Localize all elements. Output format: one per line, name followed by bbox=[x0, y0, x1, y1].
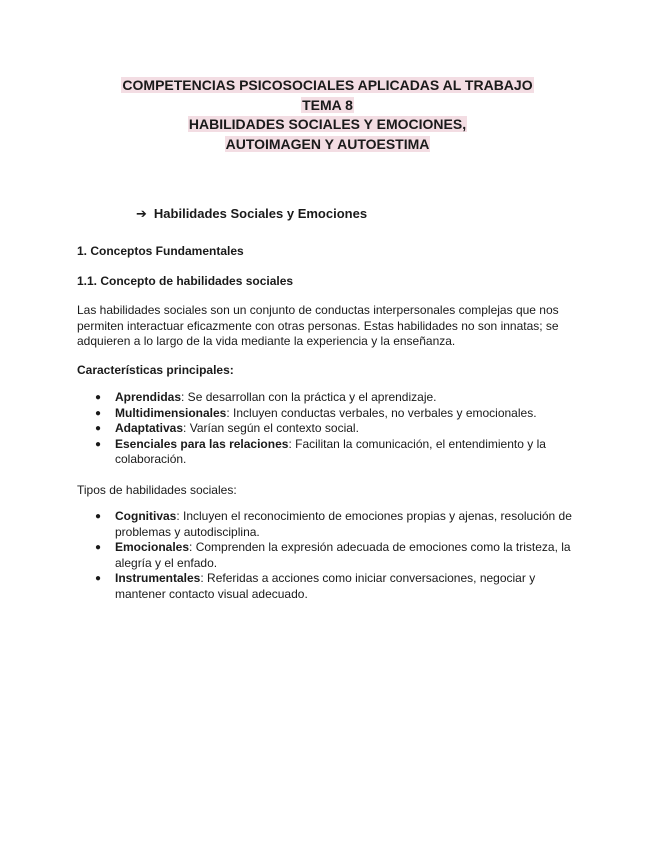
caracteristicas-list bbox=[77, 390, 577, 468]
tipos-list bbox=[77, 509, 577, 603]
document-title bbox=[0, 76, 655, 154]
heading-conceptos-fundamentales: 1. Conceptos Fundamentales bbox=[77, 244, 244, 258]
bullet-icon: ● bbox=[95, 438, 102, 450]
bullet-icon: ● bbox=[95, 392, 102, 403]
heading-concepto-habilidades: 1.1. Concepto de habilidades sociales bbox=[77, 274, 294, 288]
caracteristicas-label: Características principales: bbox=[77, 363, 234, 377]
list-item: ● Emocionales: Comprenden la expresión adecuada de emociones como la tristeza, la alegría y el enfado. bbox=[95, 540, 571, 570]
title-line-1: COMPETENCIAS PSICOSOCIALES APLICADAS AL TRABAJO bbox=[122, 77, 533, 93]
bullet-icon: ● bbox=[95, 542, 102, 554]
list-item: ● Aprendidas: Se desarrollan con la práctica y el aprendizaje. bbox=[95, 390, 437, 404]
list-item: ● Esenciales para las relaciones: Facilitan la comunicación, el entendimiento y la colaboración. bbox=[95, 436, 546, 467]
tipos-label: Tipos de habilidades sociales: bbox=[77, 483, 237, 497]
list-item: ● Adaptativas: Varían según el contexto social. bbox=[95, 421, 359, 436]
title-line-4: AUTOIMAGEN Y AUTOESTIMA bbox=[225, 135, 430, 152]
list-item: ● Instrumentales: Referidas a acciones como iniciar conversaciones, negociar y mantener contacto visual adecuado. bbox=[95, 571, 536, 601]
section-heading-text: Habilidades Sociales y Emociones bbox=[153, 206, 368, 221]
title-line-2: TEMA 8 bbox=[302, 96, 353, 113]
bullet-icon: ● bbox=[95, 511, 102, 522]
section-heading bbox=[136, 205, 367, 223]
arrow-right-icon: ➔ bbox=[136, 206, 147, 221]
bullet-icon: ● bbox=[95, 407, 102, 419]
list-item: ● Multidimensionales: Incluyen conductas verbales, no verbales y emocionales. bbox=[95, 405, 537, 420]
bullet-icon: ● bbox=[95, 573, 102, 585]
title-line-3: HABILIDADES SOCIALES Y EMOCIONES, bbox=[188, 116, 467, 132]
intro-paragraph: Las habilidades sociales son un conjunto de conductas interpersonales complejas que nos permiten interactuar eficazmente con otras personas. Estas habilidades no son innatas; se adquieren a lo largo de la vida mediante la experiencia y la enseñanza. bbox=[77, 303, 559, 348]
bullet-icon: ● bbox=[95, 423, 102, 435]
list-item: ● Cognitivas: Incluyen el reconocimiento de emociones propias y ajenas, resolución de problemas y autodisciplina. bbox=[95, 509, 572, 539]
